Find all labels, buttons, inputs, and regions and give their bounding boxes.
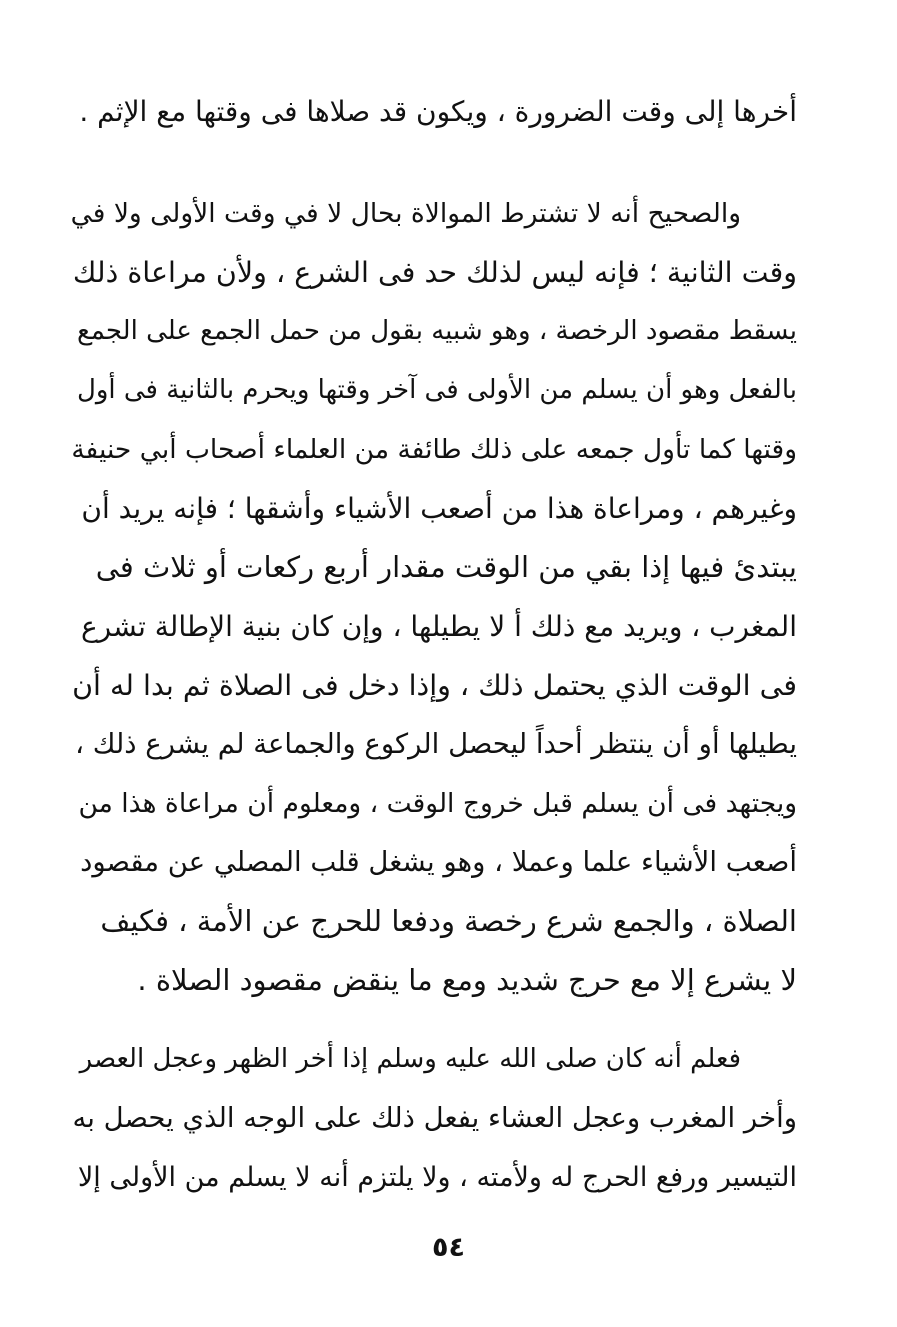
text-line: يبتدئ فيها إذا بقي من الوقت مقدار أربع ركعات أو ثلاث فى — [95, 550, 797, 584]
text-line: أصعب الأشياء علما وعملا ، وهو يشغل قلب المصلي عن مقصود — [80, 846, 797, 878]
paragraph-1 — [69, 82, 797, 141]
text-line: وأخر المغرب وعجل العشاء يفعل ذلك على الوجه الذي يحصل به — [72, 1102, 797, 1134]
text-line: والصحيح أنه لا تشترط الموالاة بحال لا في وقت الأولى ولا في — [70, 198, 741, 229]
text-line: التيسير ورفع الحرج له ولأمته ، ولا يلتزم أنه لا يسلم من الأولى إلا — [77, 1162, 797, 1193]
paragraph-3 — [69, 1030, 797, 1207]
text-line: أخرها إلى وقت الضرورة ، ويكون قد صلاها فى وقتها مع الإثم . — [79, 95, 797, 128]
paragraph-2 — [69, 184, 797, 1010]
text-line: لا يشرع إلا مع حرج شديد ومع ما ينقض مقصود الصلاة . — [137, 963, 797, 997]
text-line: ويجتهد فى أن يسلم قبل خروج الوقت ، ومعلوم أن مراعاة هذا من — [78, 788, 797, 819]
text-line: فعلم أنه كان صلى الله عليه وسلم إذا أخر الظهر وعجل العصر — [79, 1044, 741, 1074]
text-line: وقتها كما تأول جمعه على ذلك طائفة من العلماء أصحاب أبي حنيفة — [71, 434, 797, 465]
page-number: ٥٤ — [432, 1232, 465, 1263]
text-line: الصلاة ، والجمع شرع رخصة ودفعا للحرج عن الأمة ، فكيف — [100, 904, 797, 938]
text-line: وقت الثانية ؛ فإنه ليس لذلك حد فى الشرع ، ولأن مراعاة ذلك — [72, 256, 797, 289]
text-line: يسقط مقصود الرخصة ، وهو شبيه بقول من حمل الجمع على الجمع — [77, 316, 797, 346]
text-line: وغيرهم ، ومراعاة هذا من أصعب الأشياء وأشقها ؛ فإنه يريد أن — [81, 492, 797, 525]
text-line: المغرب ، ويريد مع ذلك أ لا يطيلها ، وإن كان بنية الإطالة تشرع — [80, 610, 797, 643]
text-line: بالفعل وهو أن يسلم من الأولى فى آخر وقتها ويحرم بالثانية فى أول — [76, 375, 797, 405]
text-line: فى الوقت الذي يحتمل ذلك ، وإذا دخل فى الصلاة ثم بدا له أن — [72, 669, 797, 702]
text-line: يطيلها أو أن ينتظر أحداً ليحصل الركوع والجماعة لم يشرع ذلك ، — [75, 728, 797, 760]
